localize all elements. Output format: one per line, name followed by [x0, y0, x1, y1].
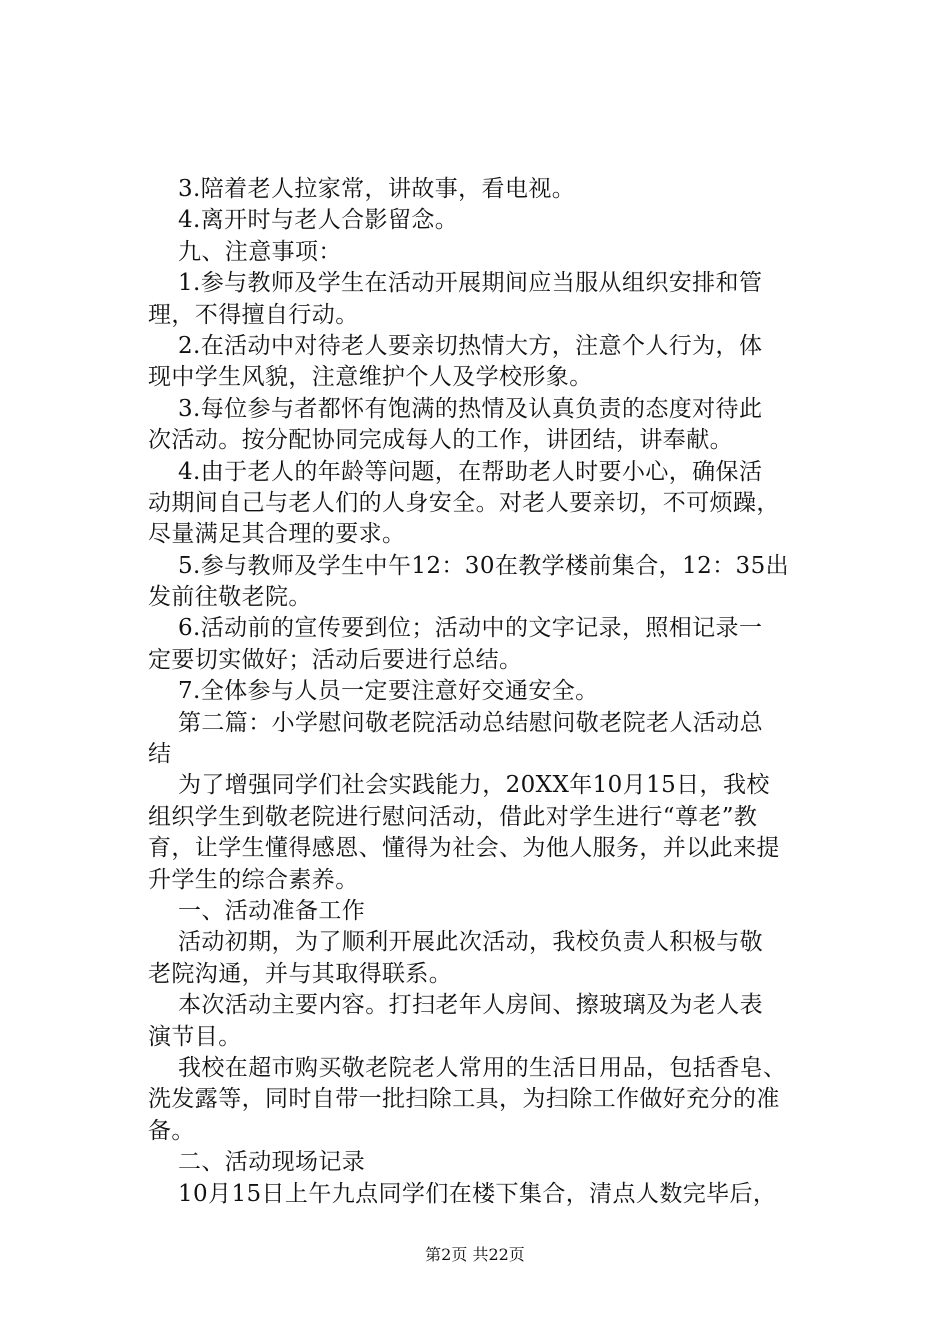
text-line: 10月15日上午九点同学们在楼下集合，清点人数完毕后， — [178, 1180, 777, 1207]
text-line: 育，让学生懂得感恩、懂得为社会、为他人服务，并以此来提 — [148, 835, 780, 862]
text-line: 理，不得擅自行动。 — [148, 301, 359, 328]
text-line: 一、活动准备工作 — [178, 897, 366, 924]
text-line: 结 — [148, 741, 172, 768]
text-line: 2.在活动中对待老人要亲切热情大方，注意个人行为，体 — [178, 332, 763, 359]
text-line: 定要切实做好；活动后要进行总结。 — [148, 646, 523, 673]
text-line: 6.活动前的宣传要到位；活动中的文字记录，照相记录一 — [178, 615, 763, 642]
text-line: 九、注意事项： — [178, 238, 342, 265]
text-line: 升学生的综合素养。 — [148, 866, 359, 893]
text-line: 老院沟通，并与其取得联系。 — [148, 960, 453, 987]
text-line: 为了增强同学们社会实践能力，20XX年10月15日，我校 — [178, 772, 770, 799]
text-line: 二、活动现场记录 — [178, 1149, 366, 1176]
text-line: 组织学生到敬老院进行慰问活动，借此对学生进行“尊老”教 — [148, 803, 758, 830]
text-line: 5.参与教师及学生中午12：30在教学楼前集合，12：35出 — [178, 552, 790, 579]
document-body — [148, 174, 838, 1210]
text-line: 活动初期，为了顺利开展此次活动，我校负责人积极与敬 — [178, 929, 763, 956]
text-line: 我校在超市购买敬老院老人常用的生活日用品，包括香皂、 — [178, 1054, 787, 1081]
text-line: 本次活动主要内容。打扫老年人房间、擦玻璃及为老人表 — [178, 992, 763, 1019]
page-footer: 第2页 共22页 — [425, 1245, 525, 1264]
text-line: 尽量满足其合理的要求。 — [148, 521, 406, 548]
text-line: 现中学生风貌，注意维护个人及学校形象。 — [148, 364, 593, 391]
text-line: 第二篇：小学慰问敬老院活动总结慰问敬老院老人活动总 — [178, 709, 763, 736]
text-line: 发前往敬老院。 — [148, 584, 312, 611]
text-line: 3.每位参与者都怀有饱满的热情及认真负责的态度对待此 — [178, 395, 763, 422]
text-line: 备。 — [148, 1117, 195, 1144]
text-line: 7.全体参与人员一定要注意好交通安全。 — [178, 678, 599, 705]
text-line: 3.陪着老人拉家常，讲故事，看电视。 — [178, 176, 576, 202]
text-line: 动期间自己与老人们的人身安全。对老人要亲切，不可烦躁， — [148, 489, 780, 516]
text-line: 次活动。按分配协同完成每人的工作，讲团结，讲奉献。 — [148, 427, 733, 454]
text-line: 演节目。 — [148, 1023, 242, 1050]
text-line: 1.参与教师及学生在活动开展期间应当服从组织安排和管 — [178, 270, 763, 297]
text-line: 4.离开时与老人合影留念。 — [178, 207, 459, 234]
text-line: 4.由于老人的年龄等问题，在帮助老人时要小心，确保活 — [178, 458, 763, 485]
text-line: 洗发露等，同时自带一批扫除工具，为扫除工作做好充分的准 — [148, 1086, 780, 1113]
